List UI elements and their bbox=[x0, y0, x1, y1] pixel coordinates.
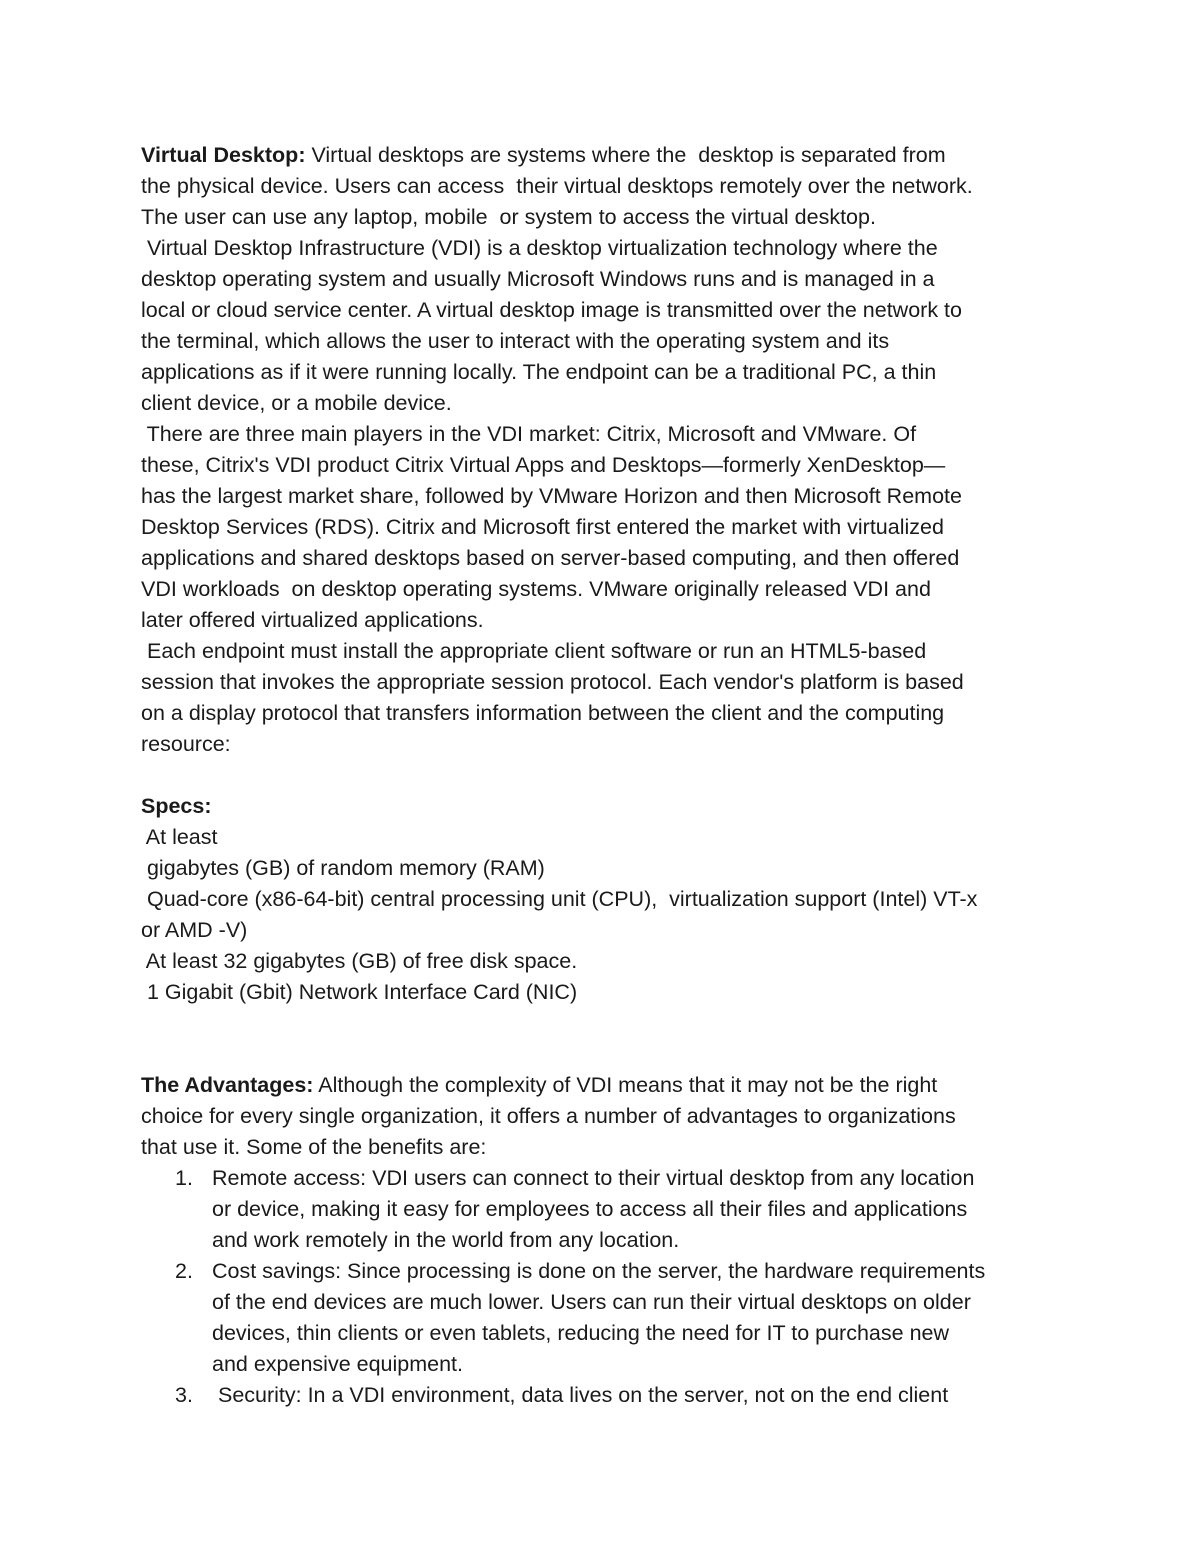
paragraph-line: has the largest market share, followed by VMware Horizon and then Microsoft Remote bbox=[141, 484, 962, 508]
document-body bbox=[141, 140, 1066, 1411]
paragraph-line: Virtual desktops are systems where the desktop is separated from bbox=[305, 143, 946, 167]
paragraph-line: applications as if it were running locally. The endpoint can be a traditional PC, a thin bbox=[141, 360, 937, 384]
list-item-line: of the end devices are much lower. Users can run their virtual desktops on older bbox=[212, 1290, 971, 1314]
advantages-section bbox=[141, 1070, 1066, 1411]
specs-line: 1 Gigabit (Gbit) Network Interface Card (NIC) bbox=[141, 980, 578, 1004]
paragraph-line: Virtual Desktop Infrastructure (VDI) is a desktop virtualization technology where the bbox=[141, 236, 938, 260]
list-item bbox=[141, 1163, 1066, 1256]
virtual-desktop-first-line bbox=[141, 140, 1066, 171]
advantages-list bbox=[141, 1163, 1066, 1411]
specs-line: gigabytes (GB) of random memory (RAM) bbox=[141, 856, 545, 880]
paragraph-line: later offered virtualized applications. bbox=[141, 608, 484, 632]
blank-line bbox=[141, 1039, 1066, 1070]
blank-line bbox=[141, 1008, 1066, 1039]
list-item-number: 1. bbox=[175, 1166, 193, 1190]
specs-section bbox=[141, 791, 1066, 1008]
paragraph-line: The user can use any laptop, mobile or system to access the virtual desktop. bbox=[141, 205, 876, 229]
list-item-line: Cost savings: Since processing is done on the server, the hardware requirements bbox=[212, 1259, 986, 1283]
specs-heading-line bbox=[141, 791, 1066, 822]
specs-line: or AMD -V) bbox=[141, 918, 248, 942]
paragraph-line: that use it. Some of the benefits are: bbox=[141, 1135, 487, 1159]
virtual-desktop-section bbox=[141, 140, 1066, 760]
list-item-number: 2. bbox=[175, 1259, 193, 1283]
paragraph-line: these, Citrix's VDI product Citrix Virtual Apps and Desktops—formerly XenDesktop— bbox=[141, 453, 946, 477]
list-item bbox=[141, 1380, 1066, 1411]
paragraph-line: choice for every single organization, it offers a number of advantages to organizations bbox=[141, 1104, 956, 1128]
paragraph-line: Each endpoint must install the appropriate client software or run an HTML5-based bbox=[141, 639, 927, 663]
list-item-number: 3. bbox=[175, 1383, 193, 1407]
list-item-line: and work remotely in the world from any location. bbox=[212, 1228, 680, 1252]
blank-line bbox=[141, 760, 1066, 791]
paragraph-line: local or cloud service center. A virtual desktop image is transmitted over the network to bbox=[141, 298, 962, 322]
paragraph-line: VDI workloads on desktop operating systems. VMware originally released VDI and bbox=[141, 577, 931, 601]
paragraph-line: the terminal, which allows the user to interact with the operating system and its bbox=[141, 329, 890, 353]
paragraph-line: Desktop Services (RDS). Citrix and Microsoft first entered the market with virtualized bbox=[141, 515, 944, 539]
paragraph-line: client device, or a mobile device. bbox=[141, 391, 452, 415]
advantages-heading: The Advantages: bbox=[141, 1073, 314, 1097]
paragraph-line: on a display protocol that transfers information between the client and the computing bbox=[141, 701, 945, 725]
list-item-line: or device, making it easy for employees to access all their files and applications bbox=[212, 1197, 968, 1221]
specs-line: At least 32 gigabytes (GB) of free disk space. bbox=[141, 949, 578, 973]
specs-line: Quad-core (x86-64-bit) central processing unit (CPU), virtualization support (Intel) VT-x bbox=[141, 887, 978, 911]
specs-line: At least bbox=[141, 825, 218, 849]
paragraph-line: resource: bbox=[141, 732, 231, 756]
paragraph-line: desktop operating system and usually Microsoft Windows runs and is managed in a bbox=[141, 267, 935, 291]
list-item-line: Security: In a VDI environment, data lives on the server, not on the end client bbox=[212, 1383, 949, 1407]
virtual-desktop-heading: Virtual Desktop: bbox=[141, 143, 306, 167]
paragraph-line: There are three main players in the VDI market: Citrix, Microsoft and VMware. Of bbox=[141, 422, 917, 446]
specs-heading: Specs: bbox=[141, 794, 212, 818]
list-item-line: devices, thin clients or even tablets, reducing the need for IT to purchase new bbox=[212, 1321, 950, 1345]
paragraph-line: Although the complexity of VDI means that it may not be the right bbox=[313, 1073, 938, 1097]
paragraph-line: the physical device. Users can access their virtual desktops remotely over the network. bbox=[141, 174, 973, 198]
advantages-first-line bbox=[141, 1070, 1066, 1101]
paragraph-line: session that invokes the appropriate session protocol. Each vendor's platform is based bbox=[141, 670, 964, 694]
list-item-line: and expensive equipment. bbox=[212, 1352, 464, 1376]
paragraph-line: applications and shared desktops based on server-based computing, and then offered bbox=[141, 546, 960, 570]
list-item bbox=[141, 1256, 1066, 1380]
list-item-line: Remote access: VDI users can connect to their virtual desktop from any location bbox=[212, 1166, 975, 1190]
